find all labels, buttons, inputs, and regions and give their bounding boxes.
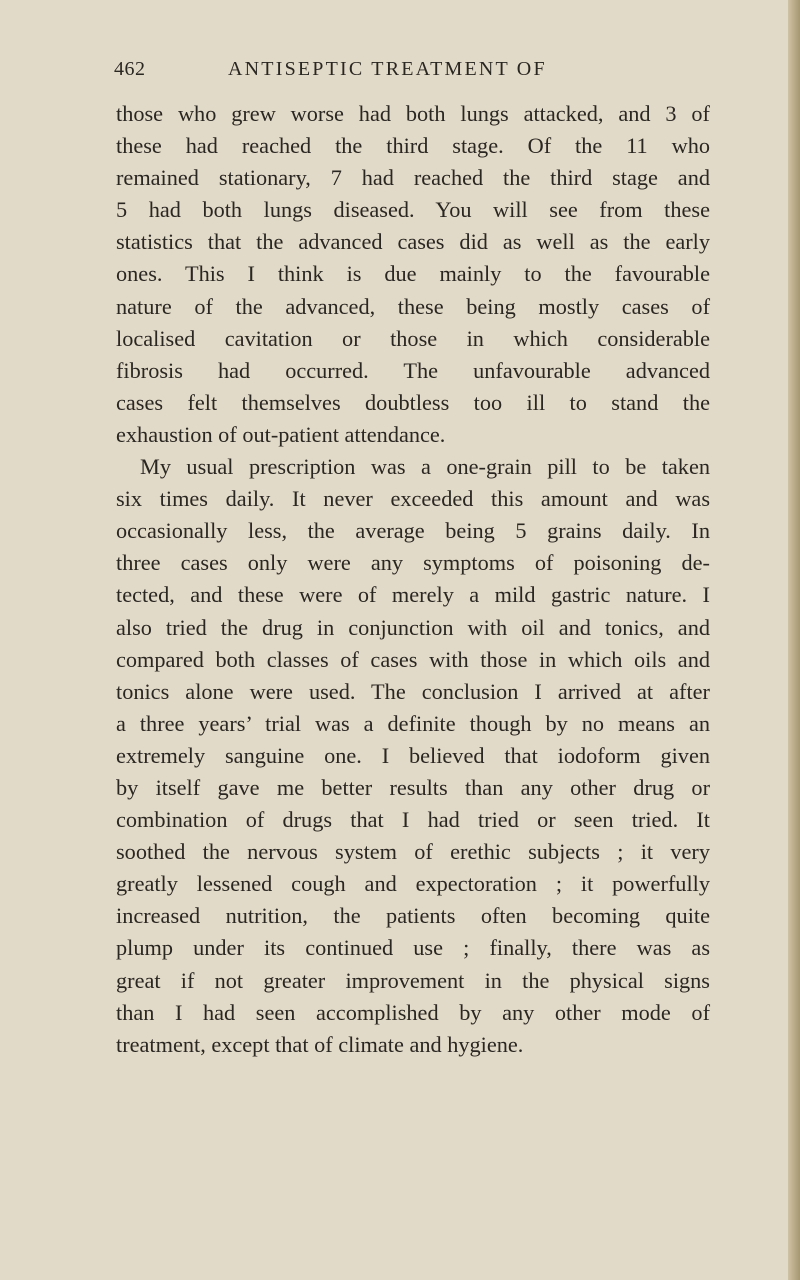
paragraph-start-line: My usual prescription was a one-grain pill to be taken [140,454,710,480]
text-line: extremely sanguine one. I believed that iodoform given [116,742,710,768]
text-line: compared both classes of cases with those in which oils and [116,646,710,672]
text-line: fibrosis had occurred. The unfavourable advanced [116,357,710,383]
running-title: ANTISEPTIC TREATMENT OF [228,58,547,80]
page-edge [788,0,800,1280]
page-number: 462 [114,58,146,80]
text-line: those who grew worse had both lungs attacked, and 3 of [116,101,710,126]
text-line: a three years’ trial was a definite though by no means an [116,710,710,736]
text-line: localised cavitation or those in which considerable [116,325,710,351]
text-line: three cases only were any symptoms of poisoning de- [116,550,710,576]
text-line: ones. This I think is due mainly to the favourable [116,261,710,287]
text-line: cases felt themselves doubtless too ill to stand the [116,389,710,415]
text-line: statistics that the advanced cases did as well as the early [116,229,710,255]
text-line: greatly lessened cough and expectoration ; it powerfully [116,871,710,897]
text-line: six times daily. It never exceeded this amount and was [116,486,710,512]
text-line: than I had seen accomplished by any other mode of [116,999,710,1025]
text-line: occasionally less, the average being 5 grains daily. In [116,518,710,544]
text-line: remained stationary, 7 had reached the third stage and [116,165,710,191]
text-line: great if not greater improvement in the physical signs [116,967,710,993]
text-line: 5 had both lungs diseased. You will see from these [116,197,710,223]
text-line: these had reached the third stage. Of the 11 who [116,133,710,159]
paragraph-end-line: exhaustion of out-patient attendance. [116,421,446,447]
text-line: also tried the drug in conjunction with oil and tonics, and [116,614,710,640]
text-line: plump under its continued use ; finally, there was as [116,935,710,961]
text-line: by itself gave me better results than any other drug or [116,774,710,800]
text-line: increased nutrition, the patients often becoming quite [116,903,710,929]
running-head [114,58,634,88]
text-line: combination of drugs that I had tried or seen tried. It [116,807,710,833]
text-line: tected, and these were of merely a mild gastric nature. I [116,582,710,608]
text-line: soothed the nervous system of erethic subjects ; it very [116,839,710,865]
text-line: nature of the advanced, these being mostly cases of [116,293,710,319]
paragraph-end-line: treatment, except that of climate and hygiene. [116,1031,524,1057]
body-text [116,98,710,1061]
text-line: tonics alone were used. The conclusion I arrived at after [116,678,710,704]
